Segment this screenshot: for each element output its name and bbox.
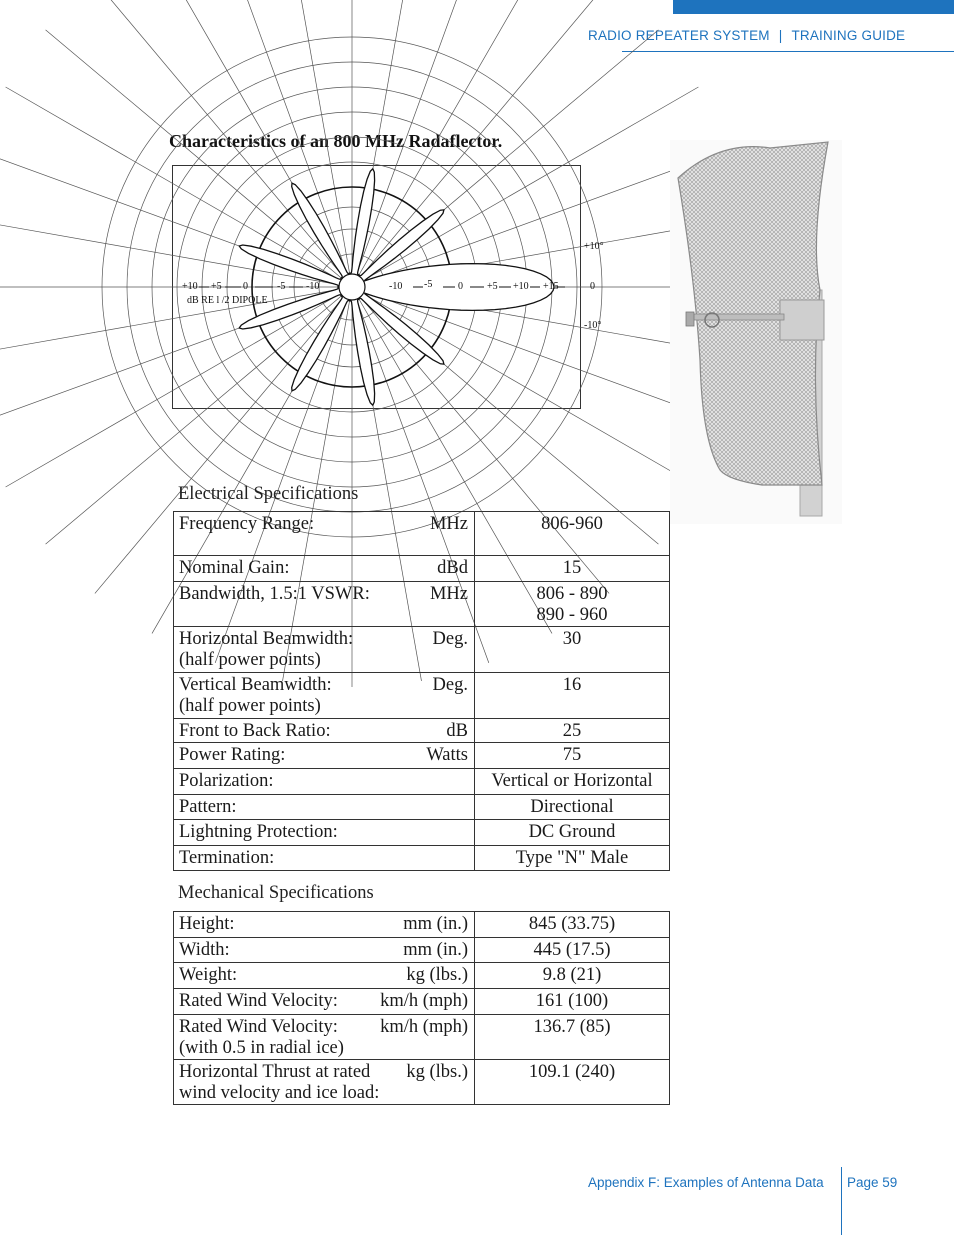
spec-label-cell (174, 912, 475, 938)
spec-value: Vertical or Horizontal (491, 771, 653, 791)
spec-label (179, 771, 274, 792)
spec-unit: Watts (426, 745, 468, 765)
radiation-pattern-svg (173, 166, 604, 408)
spec-value: 845 (33.75) (528, 914, 616, 934)
pattern-center (339, 274, 365, 300)
left-scale-label: -10 (306, 281, 320, 292)
spec-value: Directional (530, 797, 614, 817)
spec-label-cell (174, 820, 475, 846)
radiation-pattern-chart (172, 165, 604, 409)
spec-row (174, 769, 670, 795)
spec-unit: Deg. (432, 629, 468, 649)
left-scale-label: 0 (243, 281, 248, 292)
spec-label-cell (174, 556, 475, 582)
spec-value: 445 (17.5) (533, 940, 611, 960)
spec-value: 9.8 (21) (542, 965, 602, 985)
spec-value: 806 - 890 (536, 584, 608, 604)
header-accent-bar (673, 0, 954, 14)
angle-label-plus: +10° (584, 241, 604, 252)
electrical-specs-table (173, 511, 670, 871)
spec-value: Type "N" Male (515, 848, 629, 868)
spec-label-cell (174, 627, 475, 673)
spec-label (179, 940, 230, 961)
spec-label (179, 991, 338, 1012)
spec-label-line: Rated Wind Velocity: (179, 1017, 338, 1037)
footer-section: Appendix F: Examples of Antenna Data (588, 1175, 824, 1190)
right-scale-label: +15 (543, 281, 559, 292)
page-title: Characteristics of an 800 MHz Radaflector. (169, 131, 503, 151)
spec-label-line: Bandwidth, 1.5:1 VSWR: (179, 584, 370, 604)
mounting-bracket (780, 300, 824, 340)
spec-unit: Deg. (432, 675, 468, 695)
right-scale-label: +10 (513, 281, 529, 292)
spec-label-cell (174, 673, 475, 719)
left-scale-label: -5 (277, 281, 286, 292)
spec-label-cell (174, 795, 475, 820)
spec-label-line: Nominal Gain: (179, 558, 290, 578)
spec-row (174, 627, 670, 673)
spec-label (179, 514, 314, 535)
header-doc-name: RADIO REPEATER SYSTEM (588, 28, 770, 43)
spec-value: 16 (562, 675, 582, 695)
spec-row (174, 963, 670, 989)
spec-label (179, 1017, 344, 1059)
feed-connector (686, 312, 694, 326)
spec-row (174, 582, 670, 627)
spec-value-cell (475, 795, 670, 820)
spec-value-cell (475, 846, 670, 871)
header-guide-name: TRAINING GUIDE (791, 28, 906, 43)
mechanical-heading: Mechanical Specifications (178, 883, 374, 903)
left-scale-label: +5 (211, 281, 222, 292)
electrical-heading: Electrical Specifications (178, 484, 359, 504)
spec-unit: mm (in.) (403, 914, 468, 934)
spec-label (179, 965, 237, 986)
spec-row (174, 820, 670, 846)
spec-row (174, 912, 670, 938)
spec-label-line: Height: (179, 914, 235, 934)
grid-spoke (0, 218, 339, 285)
spec-value-cell (475, 512, 670, 556)
spec-label-line: Weight: (179, 965, 238, 985)
spec-label-line: Frequency Range: (179, 514, 315, 534)
spec-unit: dBd (437, 558, 468, 578)
spec-label (179, 1062, 379, 1104)
spec-value: 25 (562, 721, 582, 741)
spec-label (179, 675, 332, 717)
spec-label (179, 797, 237, 818)
spec-label-line: Lightning Protection: (179, 822, 338, 842)
radaflector-antenna-image (670, 140, 842, 524)
spec-value-cell (475, 627, 670, 673)
header-rule (622, 51, 954, 52)
spec-value: 75 (562, 745, 582, 765)
spec-value-cell (475, 989, 670, 1015)
spec-label-line: Horizontal Thrust at rated (179, 1062, 371, 1082)
spec-label-cell (174, 743, 475, 769)
spec-value: 890 - 960 (536, 605, 608, 625)
spec-label-cell (174, 1015, 475, 1060)
spec-label-line: (half power points) (179, 650, 321, 670)
spec-value-cell (475, 673, 670, 719)
running-header (588, 28, 905, 43)
spec-row (174, 846, 670, 871)
spec-label-cell (174, 989, 475, 1015)
grid-spoke (6, 294, 341, 488)
spec-value-cell (475, 820, 670, 846)
spec-unit: mm (in.) (403, 940, 468, 960)
page-number: Page 59 (847, 1175, 898, 1190)
spec-value-cell (475, 963, 670, 989)
grid-spoke (0, 289, 339, 356)
spec-label (179, 558, 289, 579)
angle-label-zero: 0 (590, 281, 595, 292)
grid-spoke (6, 87, 341, 281)
spec-label (179, 629, 353, 671)
spec-label-cell (174, 512, 475, 556)
spec-value: 136.7 (85) (533, 1017, 611, 1037)
spec-row (174, 673, 670, 719)
spec-value: 161 (100) (535, 991, 609, 1011)
spec-label-line: (with 0.5 in radial ice) (179, 1038, 344, 1058)
grid-spoke (46, 295, 342, 544)
spec-row (174, 1015, 670, 1060)
spec-label-cell (174, 1060, 475, 1105)
spec-label-cell (174, 582, 475, 627)
spec-label-line: Power Rating: (179, 745, 286, 765)
spec-label-line: Pattern: (179, 797, 237, 817)
spec-row (174, 1060, 670, 1105)
spec-value: DC Ground (528, 822, 616, 842)
right-scale-label: -5 (424, 279, 433, 290)
spec-label-cell (174, 769, 475, 795)
spec-label (179, 848, 274, 869)
spec-label (179, 822, 338, 843)
spec-label-cell (174, 719, 475, 743)
spec-label-line: Vertical Beamwidth: (179, 675, 332, 695)
spec-unit: dB (446, 721, 468, 741)
spec-label-cell (174, 938, 475, 963)
spec-label-line: Front to Back Ratio: (179, 721, 331, 741)
right-scale-label: +5 (487, 281, 498, 292)
spec-value-cell (475, 719, 670, 743)
spec-row (174, 795, 670, 820)
spec-label-line: Polarization: (179, 771, 274, 791)
spec-value-cell (475, 743, 670, 769)
spec-value: 30 (562, 629, 582, 649)
spec-value: 109.1 (240) (528, 1062, 616, 1082)
spec-unit: km/h (mph) (380, 991, 468, 1011)
spec-label-line: Horizontal Beamwidth: (179, 629, 354, 649)
spec-row (174, 938, 670, 963)
spec-value-cell (475, 938, 670, 963)
spec-row (174, 556, 670, 582)
spec-row (174, 743, 670, 769)
spec-row (174, 719, 670, 743)
spec-label-line: wind velocity and ice load: (179, 1083, 380, 1103)
left-scale-label: +10 (182, 281, 198, 292)
spec-label-cell (174, 846, 475, 871)
spec-value: 806-960 (541, 514, 603, 534)
spec-label-line: Width: (179, 940, 230, 960)
spec-label-cell (174, 963, 475, 989)
spec-label (179, 745, 285, 766)
spec-value-cell (475, 1060, 670, 1105)
spec-value-cell (475, 582, 670, 627)
spec-value: 15 (562, 558, 582, 578)
right-scale-label: 0 (458, 281, 463, 292)
angle-label-minus: -10° (584, 320, 602, 331)
spec-label-line: Rated Wind Velocity: (179, 991, 338, 1011)
footer-rule (841, 1167, 842, 1235)
spec-value-cell (475, 912, 670, 938)
spec-unit: kg (lbs.) (406, 965, 468, 985)
reference-label: dB RE l /2 DIPOLE (187, 295, 268, 306)
grid-spoke (363, 87, 698, 281)
spec-label (179, 914, 235, 935)
spec-unit: kg (lbs.) (406, 1062, 468, 1082)
spec-label-line: Termination: (179, 848, 275, 868)
spec-unit: km/h (mph) (380, 1017, 468, 1037)
right-scale-label: -10 (389, 281, 403, 292)
spec-row (174, 989, 670, 1015)
spec-unit: MHz (429, 514, 468, 534)
header-separator: | (778, 28, 783, 43)
spec-value-cell (475, 1015, 670, 1060)
spec-unit: MHz (429, 584, 468, 604)
spec-value-cell (475, 556, 670, 582)
mechanical-specs-table (173, 911, 670, 1105)
grid-spoke (46, 30, 342, 279)
spec-label (179, 584, 370, 605)
spec-row (174, 512, 670, 556)
spec-label (179, 721, 331, 742)
spec-value-cell (475, 769, 670, 795)
spec-label-line: (half power points) (179, 696, 321, 716)
grid-spoke (363, 294, 698, 488)
